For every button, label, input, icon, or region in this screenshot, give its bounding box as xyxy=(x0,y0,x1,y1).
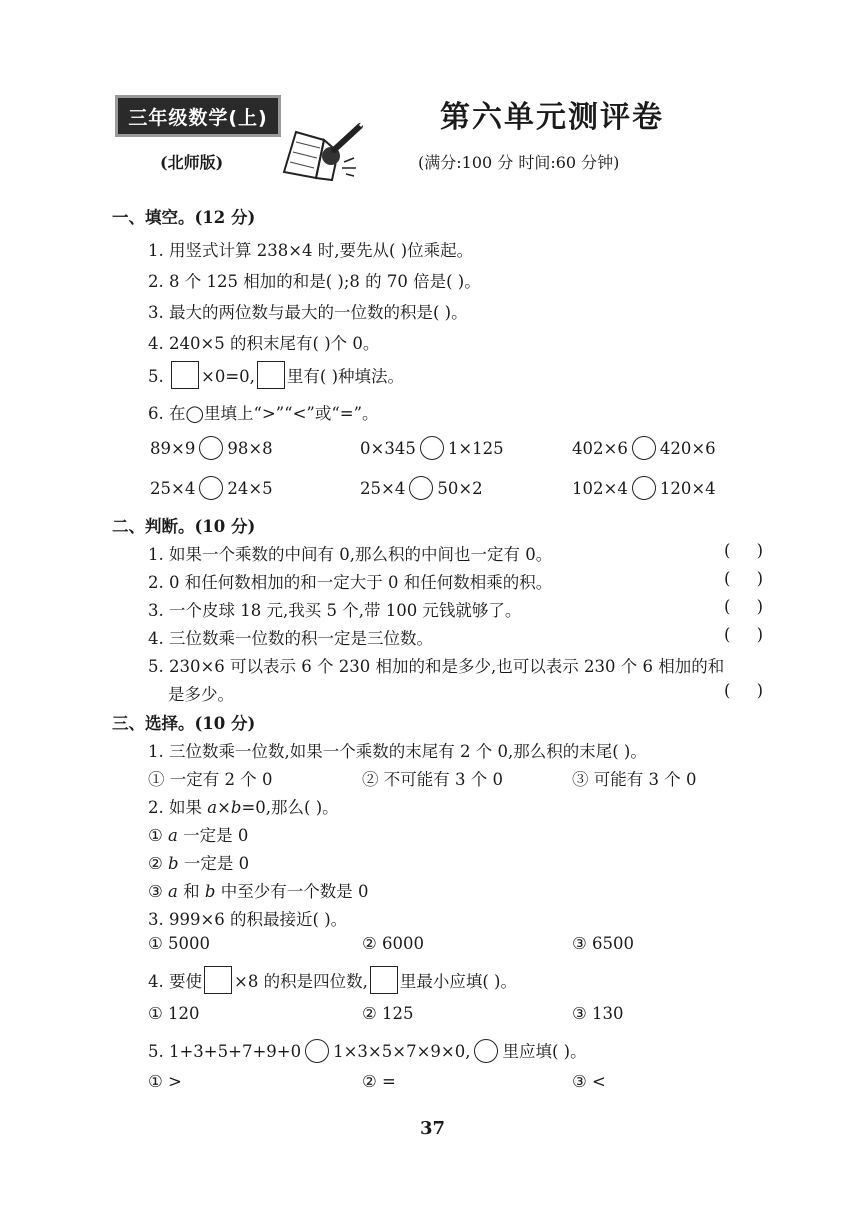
option: ③ 可能有 3 个 0 xyxy=(572,770,697,789)
compare-item: 102×4 120×4 xyxy=(572,476,716,500)
answer-box xyxy=(370,966,398,994)
option: ③ 130 xyxy=(572,1004,624,1023)
answer-parens: ( ) xyxy=(724,681,764,700)
s2-question-2: 2. 0 和任何数相加的和一定大于 0 和任何数相乘的积。 xyxy=(148,573,553,592)
q5-part-a: ×0=0, xyxy=(201,367,255,386)
s1-question-5 xyxy=(148,361,404,389)
s1-question-2: 2. 8 个 125 相加的和是( );8 的 70 倍是( )。 xyxy=(148,272,481,291)
s2-question-1: 1. 如果一个乘数的中间有 0,那么积的中间也一定有 0。 xyxy=(148,545,553,564)
page-title: 第六单元测评卷 xyxy=(440,100,664,135)
s3-question-2: 2. 如果 a×b=0,那么( )。 xyxy=(148,798,339,817)
answer-parens: ( ) xyxy=(724,597,764,616)
q5-part-b: 里有( )种填法。 xyxy=(286,367,405,386)
compare-item: 25×4 50×2 xyxy=(360,476,483,500)
compare-circle xyxy=(199,436,223,460)
option: ① 5000 xyxy=(148,934,211,953)
page-number: 37 xyxy=(420,1118,446,1139)
q5-number: 5. xyxy=(148,367,164,386)
option: ② 6000 xyxy=(362,934,425,953)
s3-question-5: 5. 1+3+5+7+9+0 1×3×5×7×9×0, 里应填( )。 xyxy=(148,1038,587,1063)
compare-circle xyxy=(632,476,656,500)
compare-item: 89×9 98×8 xyxy=(150,436,273,460)
compare-item: 0×345 1×125 xyxy=(360,436,504,460)
s3-question-4: 4. 要使 ×8 的积是四位数, 里最小应填( )。 xyxy=(148,966,517,994)
answer-box xyxy=(204,966,232,994)
option: ① 一定有 2 个 0 xyxy=(148,770,273,789)
s2-question-5: 5. 230×6 可以表示 6 个 230 相加的和是多少,也可以表示 230 个 6 相加的和 xyxy=(148,657,725,676)
s1-question-4: 4. 240×5 的积末尾有( )个 0。 xyxy=(148,334,380,353)
compare-circle xyxy=(199,476,223,500)
s1-question-1: 1. 用竖式计算 238×4 时,要先从( )位乘起。 xyxy=(148,241,474,260)
option: ① > xyxy=(148,1072,182,1091)
option: ① 120 xyxy=(148,1004,200,1023)
compare-circle xyxy=(305,1039,329,1063)
answer-parens: ( ) xyxy=(724,569,764,588)
compare-circle xyxy=(474,1039,498,1063)
s3-question-1: 1. 三位数乘一位数,如果一个乘数的末尾有 2 个 0,那么积的末尾( )。 xyxy=(148,742,647,761)
compare-item: 25×4 24×5 xyxy=(150,476,273,500)
compare-circle xyxy=(632,436,656,460)
section1-heading: 一、填空。(12 分) xyxy=(112,208,256,227)
s2-question-5-cont: 是多少。 xyxy=(168,685,234,704)
s2-question-4: 4. 三位数乘一位数的积一定是三位数。 xyxy=(148,629,433,648)
option: ② b 一定是 0 xyxy=(148,854,250,873)
book-pencil-illustration xyxy=(276,112,376,182)
s1-question-3: 3. 最大的两位数与最大的一位数的积是( )。 xyxy=(148,303,468,322)
edition-label: (北师版) xyxy=(160,153,224,172)
answer-parens: ( ) xyxy=(724,625,764,644)
s2-question-3: 3. 一个皮球 18 元,我买 5 个,带 100 元钱就够了。 xyxy=(148,601,522,620)
option: ③ < xyxy=(572,1072,606,1091)
option: ② 125 xyxy=(362,1004,414,1023)
option: ② 不可能有 3 个 0 xyxy=(362,770,503,789)
s1-question-6: 6. 在◯里填上“>”“<”或“=”。 xyxy=(148,404,379,423)
answer-box xyxy=(257,361,285,389)
compare-circle xyxy=(420,436,444,460)
option: ① a 一定是 0 xyxy=(148,826,249,845)
score-time-info: (满分:100 分 时间:60 分钟) xyxy=(418,153,620,172)
answer-parens: ( ) xyxy=(724,541,764,560)
compare-circle xyxy=(409,476,433,500)
option: ② = xyxy=(362,1072,396,1091)
option: ③ 6500 xyxy=(572,934,635,953)
section3-heading: 三、选择。(10 分) xyxy=(112,714,256,733)
section2-heading: 二、判断。(10 分) xyxy=(112,517,256,536)
answer-box xyxy=(171,361,199,389)
option: ③ a 和 b 中至少有一个数是 0 xyxy=(148,882,369,901)
s3-question-3: 3. 999×6 的积最接近( )。 xyxy=(148,910,348,929)
grade-badge: 三年级数学(上) xyxy=(118,98,278,134)
compare-item: 402×6 420×6 xyxy=(572,436,716,460)
